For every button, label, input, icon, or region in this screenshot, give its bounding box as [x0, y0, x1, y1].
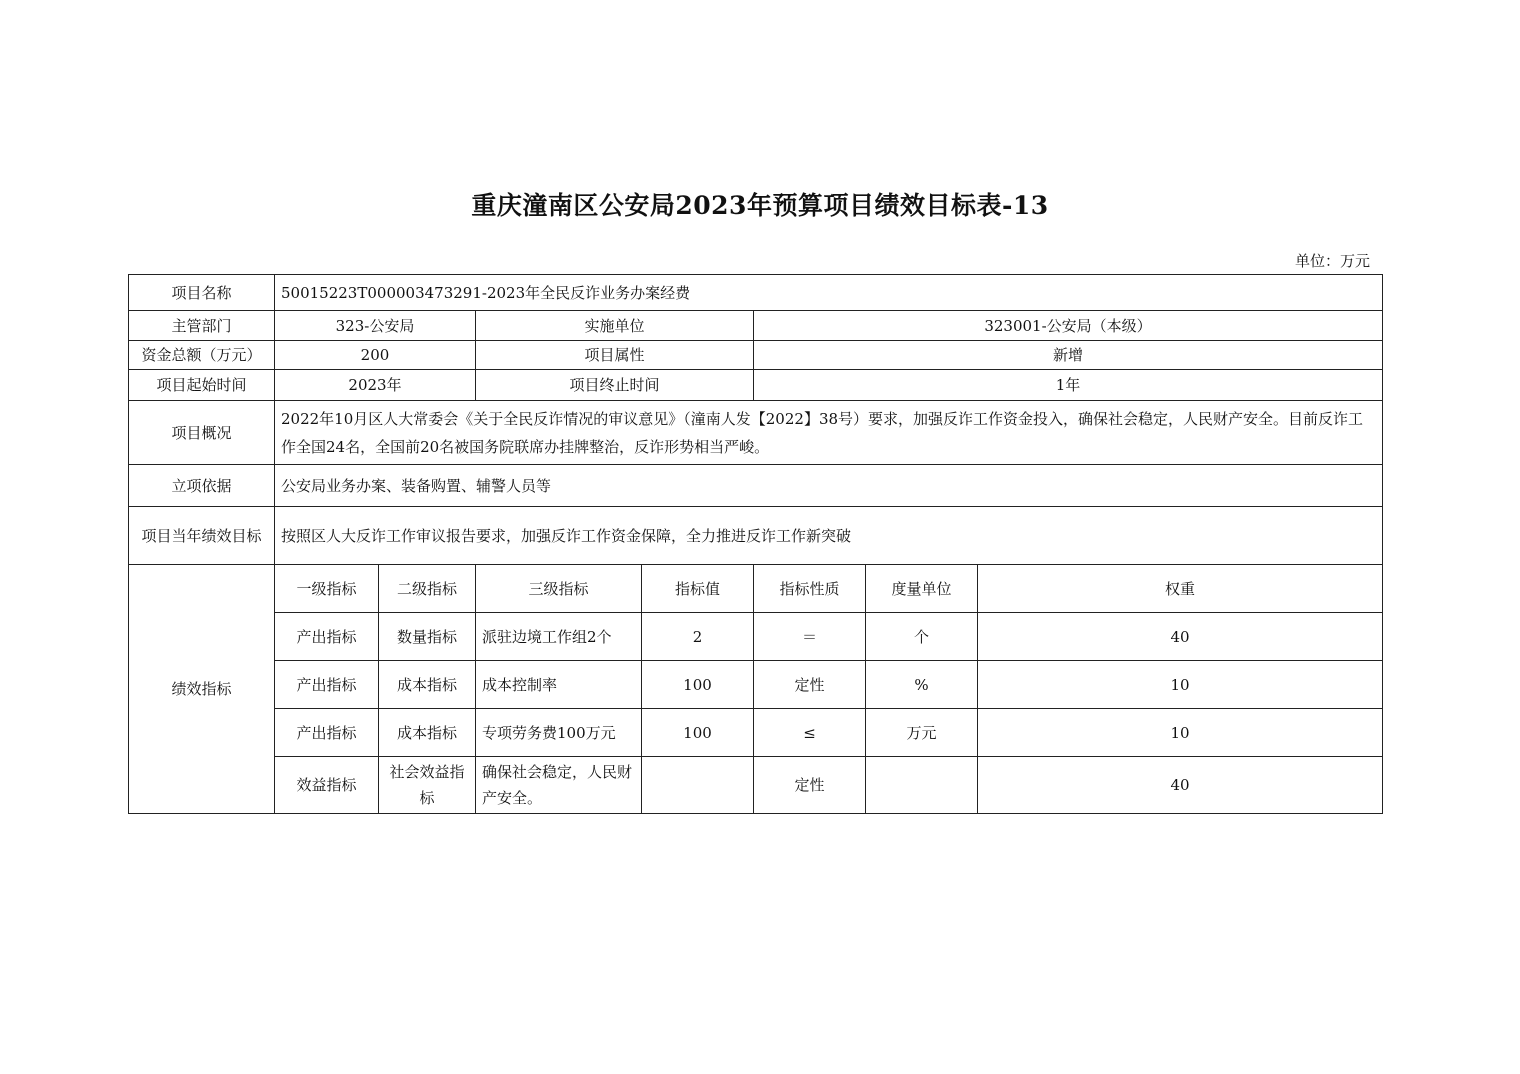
cell-l3: 确保社会稳定，人民财产安全。 [476, 757, 642, 814]
cell-unit: % [866, 661, 978, 709]
basis-label: 立项依据 [129, 465, 275, 507]
dept-value: 323-公安局 [275, 311, 476, 341]
cell-nature: 定性 [754, 661, 866, 709]
cell-l3: 专项劳务费100万元 [476, 709, 642, 757]
cell-unit: 个 [866, 613, 978, 661]
basis-value: 公安局业务办案、装备购置、辅警人员等 [275, 465, 1383, 507]
table-row [129, 613, 1383, 661]
impl-unit-label: 实施单位 [476, 311, 754, 341]
perf-label: 绩效指标 [129, 565, 275, 814]
table-row [129, 401, 1383, 465]
end-time-value: 1年 [754, 370, 1383, 401]
cell-l1: 效益指标 [275, 757, 379, 814]
table-row [129, 565, 1383, 613]
cell-weight: 40 [978, 613, 1383, 661]
cell-l2: 成本指标 [379, 709, 476, 757]
project-name-value: 50015223T000003473291-2023年全民反诈业务办案经费 [275, 275, 1383, 311]
cell-l3: 派驻边境工作组2个 [476, 613, 642, 661]
cell-unit: 万元 [866, 709, 978, 757]
table-row [129, 465, 1383, 507]
cell-weight: 10 [978, 661, 1383, 709]
cell-value: 2 [642, 613, 754, 661]
header-l3: 三级指标 [476, 565, 642, 613]
header-value: 指标值 [642, 565, 754, 613]
header-l2: 二级指标 [379, 565, 476, 613]
unit-label: 单位：万元 [1294, 252, 1370, 270]
cell-l1: 产出指标 [275, 613, 379, 661]
cell-weight: 10 [978, 709, 1383, 757]
table-row [129, 311, 1383, 341]
table-row [129, 757, 1383, 814]
start-time-value: 2023年 [275, 370, 476, 401]
cell-value: 100 [642, 709, 754, 757]
goal-label: 项目当年绩效目标 [129, 507, 275, 565]
cell-l3: 成本控制率 [476, 661, 642, 709]
header-weight: 权重 [978, 565, 1383, 613]
cell-weight: 40 [978, 757, 1383, 814]
table-row [129, 507, 1383, 565]
overview-label: 项目概况 [129, 401, 275, 465]
impl-unit-value: 323001-公安局（本级） [754, 311, 1383, 341]
goal-value: 按照区人大反诈工作审议报告要求，加强反诈工作资金保障，全力推进反诈工作新突破 [275, 507, 1383, 565]
table-row [129, 661, 1383, 709]
header-l1: 一级指标 [275, 565, 379, 613]
cell-value [642, 757, 754, 814]
page-title: 重庆潼南区公安局2023年预算项目绩效目标表-13 [471, 191, 1049, 220]
table-row [129, 370, 1383, 401]
end-time-label: 项目终止时间 [476, 370, 754, 401]
cell-value: 100 [642, 661, 754, 709]
cell-nature: ≤ [754, 709, 866, 757]
table-row [129, 275, 1383, 311]
funds-value: 200 [275, 341, 476, 370]
table-row [129, 709, 1383, 757]
cell-nature: ＝ [754, 613, 866, 661]
cell-unit [866, 757, 978, 814]
start-time-label: 项目起始时间 [129, 370, 275, 401]
cell-nature: 定性 [754, 757, 866, 814]
dept-label: 主管部门 [129, 311, 275, 341]
project-name-label: 项目名称 [129, 275, 275, 311]
table-row [129, 341, 1383, 370]
overview-value: 2022年10月区人大常委会《关于全民反诈情况的审议意见》（潼南人发【2022】38号）要求，加强反诈工作资金投入，确保社会稳定，人民财产安全。目前反诈工作全国24名，全国前20名被国务院联席办挂牌整治，反诈形势相当严峻。 [275, 401, 1383, 465]
cell-l2: 数量指标 [379, 613, 476, 661]
header-unit: 度量单位 [866, 565, 978, 613]
attr-label: 项目属性 [476, 341, 754, 370]
cell-l1: 产出指标 [275, 709, 379, 757]
attr-value: 新增 [754, 341, 1383, 370]
funds-label: 资金总额（万元） [129, 341, 275, 370]
cell-l2: 成本指标 [379, 661, 476, 709]
performance-table [128, 274, 1383, 814]
cell-l1: 产出指标 [275, 661, 379, 709]
cell-l2: 社会效益指标 [379, 757, 476, 814]
header-nature: 指标性质 [754, 565, 866, 613]
